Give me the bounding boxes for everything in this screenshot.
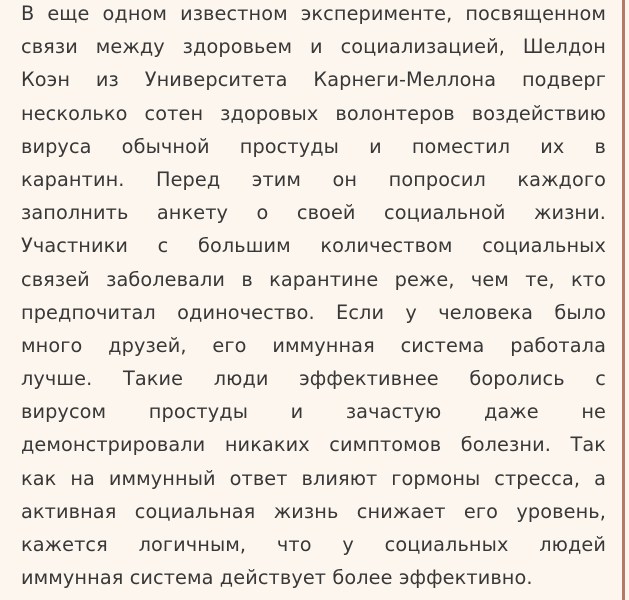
text-line: заполнить анкету о своей социальной жизни. <box>21 201 606 225</box>
text-line: карантин. Перед этим он попросил каждого <box>21 167 606 191</box>
text-line: несколько сотен здоровых волонтеров воздействию <box>21 101 606 125</box>
text-line: предпочитал одиночество. Если у человека было <box>21 300 606 324</box>
text-line: вирусом простуды и зачастую даже не <box>21 400 606 424</box>
text-line: кажется логичным, что у социальных людей <box>21 533 606 556</box>
text-line: демонстрировали никаких симптомов болезни. Так <box>21 433 606 457</box>
text-line: вируса обычной простуды и поместил их в <box>21 134 606 158</box>
text-line: В еще одном известном эксперименте, посвященном <box>21 2 606 25</box>
text-line: иммунная система действует более эффективно. <box>21 566 533 590</box>
text-line: активная социальная жизнь снижает его уровень, <box>21 499 606 523</box>
text-line: лучше. Такие люди эффективнее боролись с <box>21 367 606 391</box>
body-paragraph <box>21 0 606 594</box>
text-line: как на иммунный ответ влияют гормоны стресса, а <box>21 466 606 490</box>
text-line: Коэн из Университета Карнеги-Меллона подверг <box>21 68 606 92</box>
text-line: связей заболевали в карантине реже, чем те, кто <box>21 267 606 291</box>
text-line: много друзей, его иммунная система работала <box>21 333 606 357</box>
text-line: Участники с большим количеством социальных <box>21 234 606 258</box>
text-line: связи между здоровьем и социализацией, Шелдон <box>21 35 606 59</box>
